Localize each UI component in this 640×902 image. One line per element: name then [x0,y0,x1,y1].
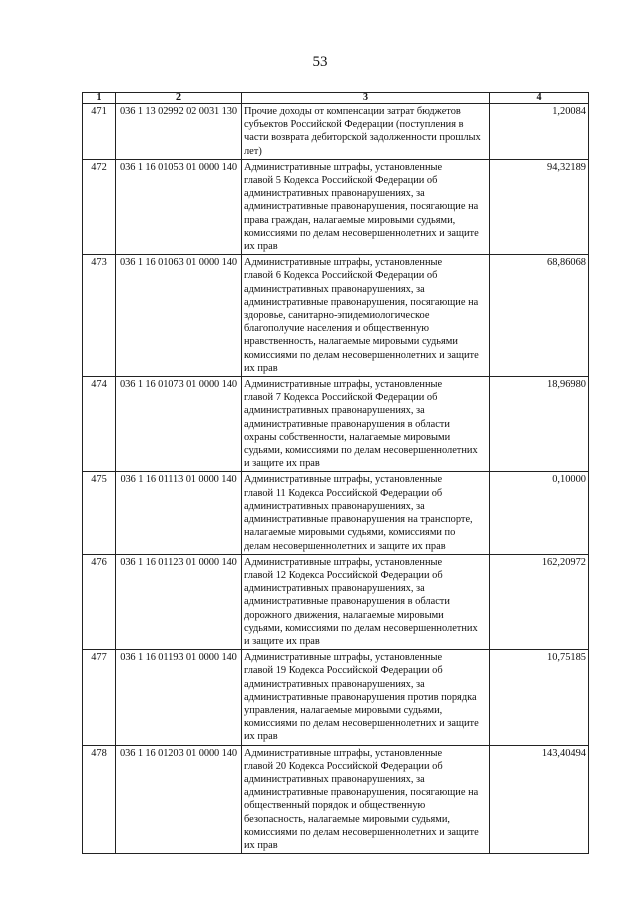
description-line: административных правонарушениях, за [244,678,425,690]
row-number: 472 [83,159,116,254]
table-header-row [83,93,589,104]
row-number: 473 [83,255,116,377]
header-col-4: 4 [490,93,589,104]
description-line: Административные штрафы, установленные [244,379,443,391]
description-line: комиссиями по делам несовершеннолетних и защите [244,349,479,361]
header-col-2: 2 [116,93,242,104]
description-line: главой 12 Кодекса Российской Федерации об [244,569,443,581]
description-line: охраны собственности, налагаемые мировыми [244,431,451,443]
description-line: и защите их прав [244,635,320,647]
row-number: 478 [83,745,116,854]
description-line: судьями, комиссиями по делам несовершеннолетних [244,622,478,634]
description-line: Прочие доходы от компенсации затрат бюджетов [244,106,461,117]
amount-value: 68,86068 [490,255,589,377]
description-line: здоровье, санитарно-эпидемиологическое [244,310,430,322]
description-line: части возврата дебиторской задолженности прошлых [244,132,481,144]
description-line: главой 7 Кодекса Российской Федерации об [244,392,438,404]
amount-value: 143,40494 [490,745,589,854]
description-line: Административные штрафы, установленные [244,556,443,568]
description-line: Административные штрафы, установленные [244,161,443,173]
description-line: административные правонарушения на транспорте, [244,514,473,526]
description-line: нравственность, налагаемые мировыми судьями [244,336,458,348]
revenue-description [242,255,490,377]
description-line: административных правонарушениях, за [244,583,425,595]
description-line: административные правонарушения против порядка [244,691,477,703]
description-line: комиссиями по делам несовершеннолетних и защите [244,826,479,838]
budget-classification-code: 036 1 16 01073 01 0000 140 [116,377,242,472]
description-line: административные правонарушения в области [244,418,450,430]
header-col-3: 3 [242,93,490,104]
table-row [83,104,589,160]
revenue-description [242,159,490,254]
description-line: делам несовершеннолетних и защите их прав [244,540,446,552]
amount-value: 94,32189 [490,159,589,254]
description-line: административные правонарушения в области [244,596,450,608]
description-line: налагаемые мировыми судьями, комиссиями по [244,527,456,539]
description-line: административных правонарушениях, за [244,283,425,295]
description-line: комиссиями по делам несовершеннолетних и защите [244,227,479,239]
revenue-description [242,104,490,160]
table-row [83,554,589,649]
budget-classification-code: 036 1 13 02992 02 0031 130 [116,104,242,160]
description-line: административные правонарушения, посягающие на [244,296,479,308]
revenue-description [242,745,490,854]
description-line: управления, налагаемые мировыми судьями, [244,704,443,716]
description-line: благополучие населения и общественную [244,323,430,335]
description-line: главой 6 Кодекса Российской Федерации об [244,270,438,282]
description-line: Административные штрафы, установленные [244,652,443,664]
description-line: безопасность, налагаемые мировыми судьями, [244,813,451,825]
description-line: административные правонарушения, посягающие на [244,201,479,213]
description-line: административные правонарушения, посягающие на [244,787,479,799]
row-number: 476 [83,554,116,649]
description-line: и защите их прав [244,458,320,470]
revenue-description [242,650,490,745]
description-line: Административные штрафы, установленные [244,474,443,486]
amount-value: 10,75185 [490,650,589,745]
description-line: Административные штрафы, установленные [244,257,443,269]
table-row [83,472,589,554]
description-line: субъектов Российской Федерации (поступления в [244,119,464,131]
amount-value: 162,20972 [490,554,589,649]
row-number: 471 [83,104,116,160]
amount-value: 18,96980 [490,377,589,472]
description-line: административных правонарушениях, за [244,188,425,200]
revenue-description [242,472,490,554]
description-line: главой 20 Кодекса Российской Федерации об [244,760,443,772]
description-line: административных правонарушениях, за [244,500,425,512]
budget-classification-code: 036 1 16 01063 01 0000 140 [116,255,242,377]
description-line: права граждан, налагаемые мировыми судьями, [244,214,456,226]
amount-value: 0,10000 [490,472,589,554]
budget-classification-code: 036 1 16 01193 01 0000 140 [116,650,242,745]
description-line: Административные штрафы, установленные [244,747,443,759]
description-line: судьями, комиссиями по делам несовершеннолетних [244,445,478,457]
row-number: 475 [83,472,116,554]
description-line: главой 11 Кодекса Российской Федерации об [244,487,443,499]
table-row [83,159,589,254]
description-line: административных правонарушениях, за [244,773,425,785]
revenue-description [242,377,490,472]
table-row [83,650,589,745]
table-body [83,104,589,854]
table-row [83,745,589,854]
header-col-1: 1 [83,93,116,104]
description-line: их прав [244,362,278,374]
revenue-description [242,554,490,649]
description-line: административных правонарушениях, за [244,405,425,417]
row-number: 477 [83,650,116,745]
budget-classification-code: 036 1 16 01123 01 0000 140 [116,554,242,649]
table-row [83,377,589,472]
budget-classification-code: 036 1 16 01053 01 0000 140 [116,159,242,254]
budget-classification-code: 036 1 16 01113 01 0000 140 [116,472,242,554]
budget-revenue-table [82,92,589,854]
description-line: главой 19 Кодекса Российской Федерации об [244,665,443,677]
budget-classification-code: 036 1 16 01203 01 0000 140 [116,745,242,854]
description-line: комиссиями по делам несовершеннолетних и защите [244,718,479,730]
description-line: их прав [244,839,278,851]
amount-value: 1,20084 [490,104,589,160]
table-row [83,255,589,377]
description-line: главой 5 Кодекса Российской Федерации об [244,175,438,187]
description-line: общественный порядок и общественную [244,800,426,812]
description-line: дорожного движения, налагаемые мировыми [244,609,444,621]
description-line: их прав [244,241,278,253]
description-line: лет) [244,145,262,157]
row-number: 474 [83,377,116,472]
description-line: их прав [244,731,278,743]
page-number: 53 [312,54,328,70]
